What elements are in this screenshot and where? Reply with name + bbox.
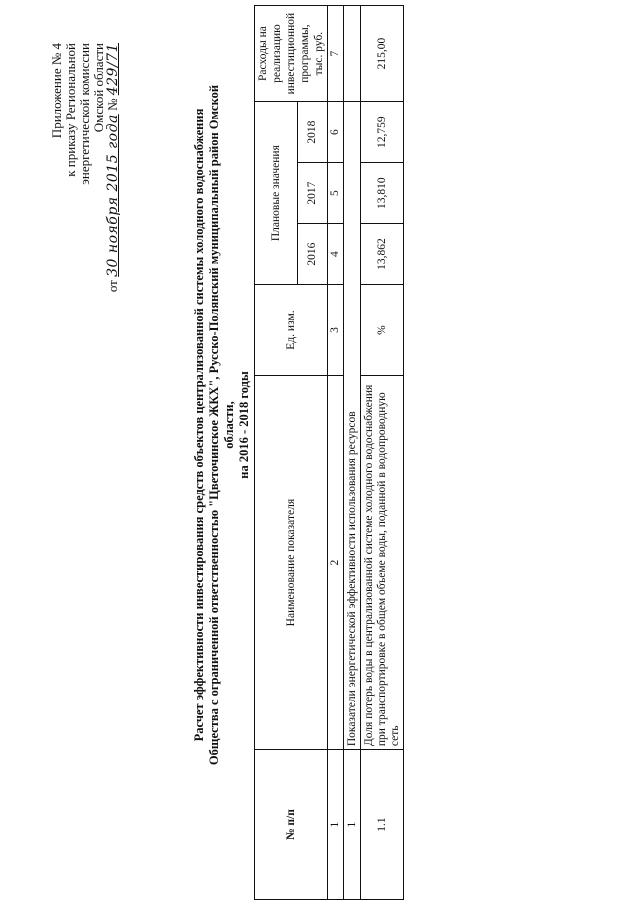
header-cost-line-3: инвестиционной bbox=[285, 12, 297, 95]
header-unit: Ед. изм. bbox=[255, 285, 328, 376]
header-num: № п/п bbox=[255, 750, 328, 900]
from-prefix: от bbox=[105, 280, 120, 293]
table-row bbox=[361, 6, 404, 900]
row-value-2016: 13,862 bbox=[361, 224, 404, 285]
index-cell: 4 bbox=[328, 224, 344, 285]
header-year-2017: 2017 bbox=[298, 163, 328, 224]
row-name: Доля потерь воды в централизованной системе холодного водоснабжения при транспортировке в общем объеме воды, поданной в водопроводную сеть bbox=[361, 376, 404, 750]
header-cost-line-4: программы, bbox=[299, 24, 311, 83]
row-value-2017: 13,810 bbox=[361, 163, 404, 224]
appendix-line-2: к приказу Региональной bbox=[63, 43, 78, 177]
handwritten-date: 30 ноября 2015 года bbox=[105, 114, 121, 277]
table-header-row bbox=[255, 6, 298, 900]
document-title bbox=[192, 65, 252, 785]
header-year-2016: 2016 bbox=[298, 224, 328, 285]
title-line-1: Расчет эффективности инвестирования средств объектов централизованной системы холодного водоснабжения bbox=[192, 108, 206, 742]
header-year-2018: 2018 bbox=[298, 102, 328, 163]
header-cost bbox=[255, 6, 328, 102]
row-num: 1.1 bbox=[361, 750, 404, 900]
handwritten-number: 429/71 bbox=[105, 43, 121, 96]
index-cell: 1 bbox=[328, 750, 344, 900]
index-cell: 3 bbox=[328, 285, 344, 376]
header-cost-line-5: тыс. руб. bbox=[313, 31, 325, 76]
number-label: № bbox=[105, 98, 120, 111]
appendix-line-4: Омской области bbox=[91, 43, 106, 133]
header-cost-line-1: Расходы на bbox=[257, 26, 269, 82]
table-section-row bbox=[344, 6, 361, 900]
title-line-3: на 2016 - 2018 годы bbox=[237, 371, 251, 479]
appendix-line-1: Приложение № 4 bbox=[49, 43, 64, 139]
appendix-line-3: энергетической комиссии bbox=[77, 43, 92, 185]
section-cost-cell bbox=[344, 6, 361, 102]
index-cell: 6 bbox=[328, 102, 344, 163]
appendix-date-line bbox=[106, 43, 120, 293]
appendix-note bbox=[50, 43, 120, 293]
header-planned: Плановые значения bbox=[255, 102, 298, 285]
index-cell: 5 bbox=[328, 163, 344, 224]
row-cost: 215,00 bbox=[361, 6, 404, 102]
efficiency-table bbox=[254, 5, 404, 900]
title-line-2: Общества с ограниченной ответственностью "Цветочинское ЖКХ", Русско-Полянский муниципальный район Омской области, bbox=[207, 84, 236, 766]
section-num: 1 bbox=[344, 750, 361, 900]
section-title: Показатели энергетической эффективности использования ресурсов bbox=[344, 102, 361, 750]
index-cell: 2 bbox=[328, 376, 344, 750]
table-index-row bbox=[328, 6, 344, 900]
header-cost-line-2: реализацию bbox=[271, 24, 283, 83]
header-name: Наименование показателя bbox=[255, 376, 328, 750]
row-value-2018: 12,759 bbox=[361, 102, 404, 163]
row-unit: % bbox=[361, 285, 404, 376]
index-cell: 7 bbox=[328, 6, 344, 102]
